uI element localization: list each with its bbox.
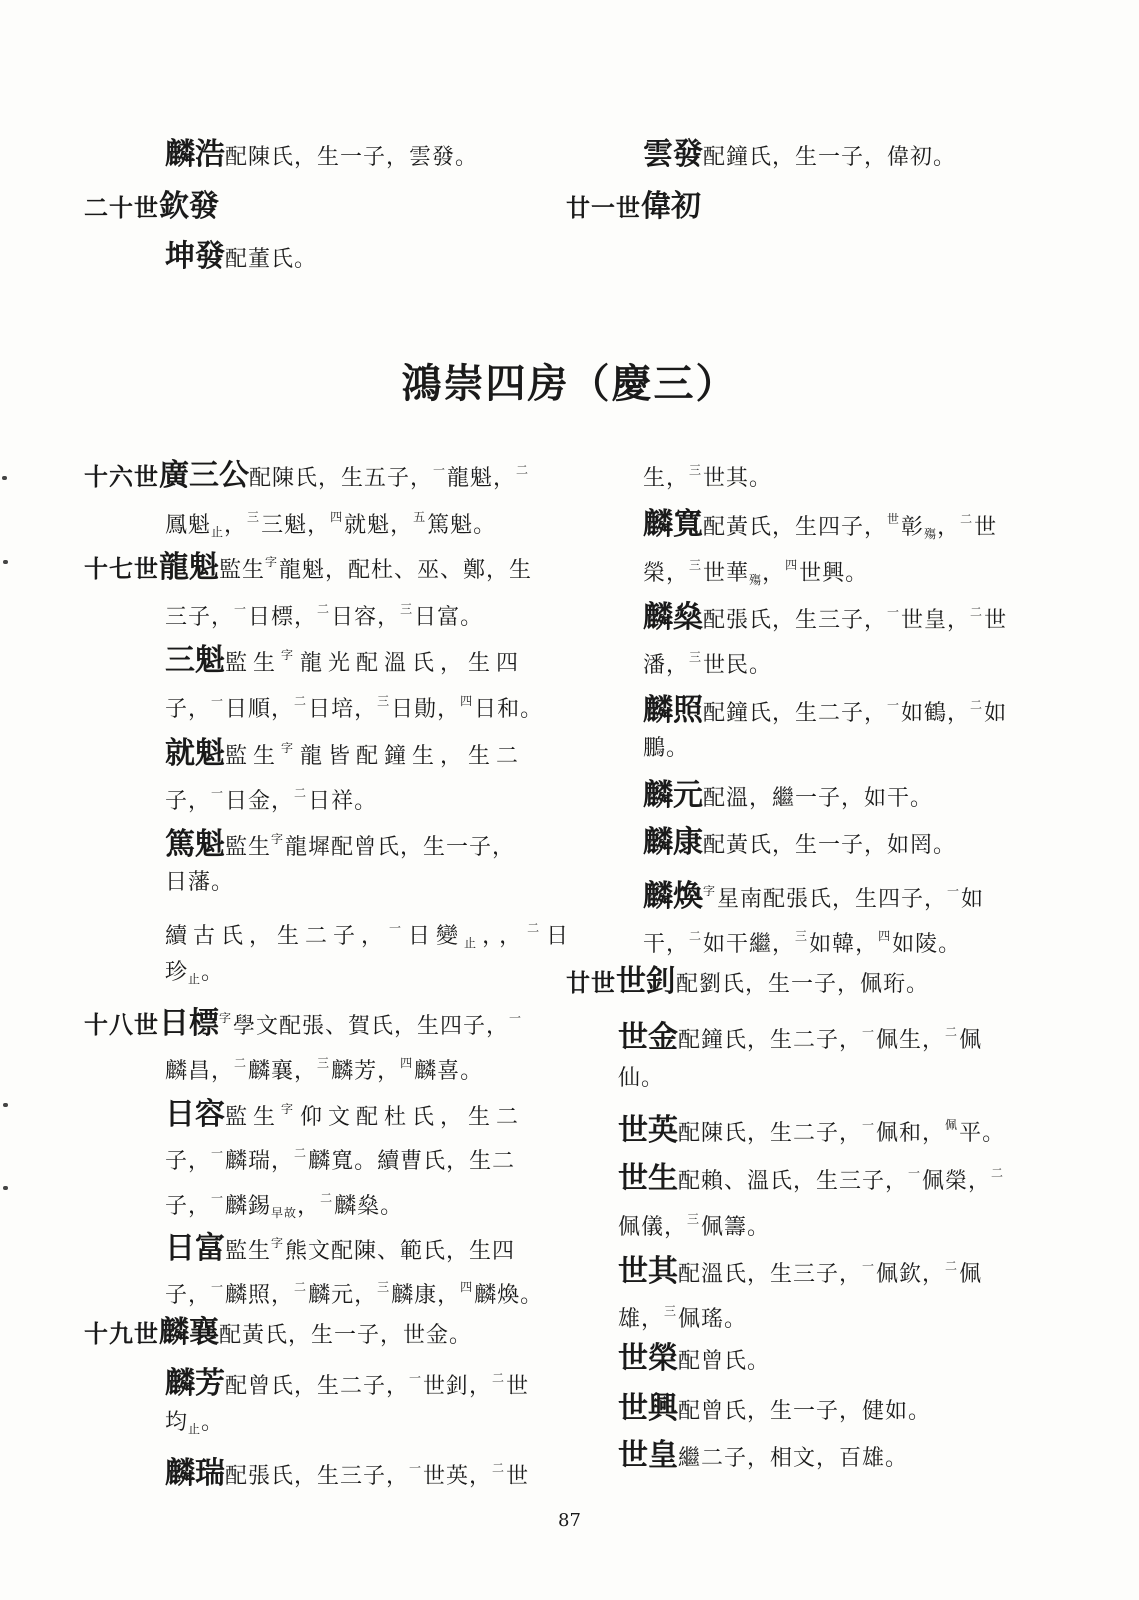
entry-text: 配曾氏，生一子，健如。	[678, 1399, 932, 1424]
entry-line	[165, 594, 483, 633]
entry-text: ，	[224, 513, 248, 538]
status-note: 止	[464, 936, 483, 950]
entry-line	[618, 1158, 1005, 1197]
entry-text: 配董氏。	[225, 247, 318, 272]
entry-text: 佩	[959, 1262, 983, 1287]
order-marker: 字	[281, 648, 300, 662]
entry-line	[84, 455, 530, 494]
entry-text: 佩榮，	[922, 1169, 992, 1194]
page-number: 87	[558, 1510, 581, 1531]
entry-text: ，	[297, 1194, 321, 1219]
order-marker: 五	[413, 510, 427, 524]
scan-speck	[3, 1186, 8, 1190]
entry-line	[165, 1183, 403, 1228]
entry-text: 雄，	[618, 1307, 665, 1332]
order-marker: 二	[991, 1166, 1005, 1180]
entry-line	[165, 1094, 524, 1133]
entry-text: 佩生，	[876, 1028, 946, 1053]
person-name: 雲發	[643, 137, 703, 172]
entry-text: 麟喜。	[414, 1059, 484, 1084]
person-name: 麟煥	[643, 879, 703, 914]
entry-text: 配張氏，生三子，	[703, 608, 888, 633]
entry-text: 配黃氏，生一子，世金。	[219, 1323, 473, 1348]
entry-text: 世其。	[703, 466, 773, 491]
order-marker: 三	[377, 694, 391, 708]
order-marker: 一	[887, 698, 901, 712]
person-name: 麟元	[643, 778, 703, 813]
entry-line	[643, 921, 961, 960]
entry-text: 珍	[165, 960, 189, 985]
order-marker: 一	[409, 1371, 423, 1385]
person-name: 麟康	[643, 825, 703, 860]
entry-text: 龍魁，	[447, 466, 517, 491]
order-marker: 三	[317, 1056, 331, 1070]
entry-text: 日富。	[414, 605, 484, 630]
entry-line	[165, 1408, 224, 1444]
person-name: 偉初	[641, 189, 701, 224]
entry-line	[643, 137, 957, 173]
order-marker: 二	[970, 605, 984, 619]
entry-text: 子，	[165, 1283, 212, 1308]
person-name: 日標	[159, 1006, 219, 1041]
order-marker: 一	[862, 1118, 876, 1132]
person-name: 世興	[618, 1391, 678, 1426]
generation-label: 十七世	[84, 554, 159, 583]
section-title: 鴻崇四房（慶三）	[401, 360, 738, 407]
entry-text: 佩欽，	[876, 1262, 946, 1287]
entry-text: 。	[201, 960, 225, 985]
person-name: 麟照	[643, 693, 703, 728]
status-note: 殤	[749, 573, 763, 587]
entry-text: 如干繼，	[703, 932, 796, 957]
status-note: 止	[211, 525, 225, 539]
order-marker: 一	[862, 1259, 876, 1273]
entry-text: 子，	[165, 697, 212, 722]
entry-text: 星南配張氏，生四子，	[717, 887, 948, 912]
entry-text: 配鐘氏，生二子，	[678, 1028, 863, 1053]
entry-text: 麟錫	[225, 1194, 272, 1219]
entry-text: 麟康，	[391, 1283, 461, 1308]
person-name: 廣三公	[159, 458, 249, 493]
entry-line	[84, 189, 219, 225]
entry-line	[618, 1204, 770, 1243]
entry-text: 世	[974, 515, 998, 540]
entry-text: 榮，	[643, 561, 690, 586]
entry-line	[165, 1272, 543, 1311]
entry-text: 龍魁，配杜、巫、鄭，生	[279, 558, 533, 583]
person-name: 麟芳	[165, 1366, 225, 1401]
order-marker: 三	[687, 1212, 701, 1226]
person-name: 世英	[618, 1113, 678, 1148]
order-marker: 四	[400, 1056, 414, 1070]
order-marker: 一	[211, 786, 225, 800]
entry-text: 世釗，	[423, 1374, 493, 1399]
order-marker: 世	[887, 512, 901, 526]
entry-text: 龍皆配鐘生，生二	[300, 744, 525, 769]
status-note: 殤	[924, 527, 938, 541]
entry-text: 世	[506, 1464, 530, 1489]
entry-line	[165, 824, 515, 863]
person-name: 龍魁	[159, 550, 219, 585]
entry-text: 監生	[225, 1105, 282, 1130]
person-name: 坤發	[165, 239, 225, 274]
entry-text: 麟昌，	[165, 1059, 235, 1084]
order-marker: 二	[516, 463, 530, 477]
entry-text: 監生	[225, 744, 282, 769]
order-marker: 二	[294, 786, 308, 800]
order-marker: 字	[703, 884, 717, 898]
entry-text: 佩瑤。	[678, 1307, 748, 1332]
generation-label: 十八世	[84, 1010, 159, 1039]
entry-line	[84, 1315, 473, 1351]
order-marker: 一	[887, 605, 901, 619]
entry-text: 干，	[643, 932, 690, 957]
entry-text: 監生	[225, 1239, 272, 1264]
entry-text: 配溫氏，生三子，	[678, 1262, 863, 1287]
order-marker: 二	[317, 602, 331, 616]
person-name: 麟寬	[643, 507, 703, 542]
order-marker: 字	[271, 832, 285, 846]
entry-line	[84, 547, 532, 586]
order-marker: 字	[265, 555, 279, 569]
order-marker: 二	[492, 1371, 506, 1385]
entry-text: 監生	[219, 558, 266, 583]
entry-text: 監生	[225, 835, 272, 860]
order-marker: 一	[234, 602, 248, 616]
entry-line	[165, 137, 479, 173]
entry-text: 龍墀配曾氏，生一子，	[285, 835, 516, 860]
entry-line	[643, 876, 984, 915]
entry-text: 麟瑞，	[225, 1149, 295, 1174]
entry-line	[566, 189, 701, 225]
order-marker: 一	[409, 1461, 423, 1475]
entry-line	[643, 597, 1007, 636]
entry-line	[165, 868, 234, 898]
order-marker: 佩	[945, 1118, 959, 1132]
person-name: 日容	[165, 1097, 225, 1132]
entry-text: 佩籌。	[701, 1215, 771, 1240]
entry-line	[566, 964, 930, 1000]
status-note: 止	[188, 1422, 202, 1436]
person-name: 就魁	[165, 736, 225, 771]
entry-line	[643, 455, 772, 494]
person-name: 世皇	[618, 1438, 678, 1473]
entry-text: 世興。	[799, 561, 869, 586]
entry-line	[618, 1438, 909, 1474]
order-marker: 一	[389, 921, 408, 935]
person-name: 麟襄	[159, 1315, 219, 1350]
entry-text: 麟芳，	[331, 1059, 401, 1084]
entry-text: 日	[546, 924, 575, 949]
entry-line	[643, 825, 957, 861]
entry-text: ，	[762, 561, 786, 586]
entry-text: 三子，	[165, 605, 235, 630]
order-marker: 一	[211, 1280, 225, 1294]
entry-text: 鳳魁	[165, 513, 212, 538]
status-note: 早故	[271, 1206, 298, 1220]
person-name: 麟燊	[643, 600, 703, 635]
entry-text: 監生	[225, 651, 282, 676]
entry-text: 日容，	[331, 605, 401, 630]
entry-text: 日順，	[225, 697, 295, 722]
entry-line	[165, 502, 496, 547]
entry-line	[643, 734, 689, 764]
person-name: 三魁	[165, 643, 225, 678]
scan-speck	[3, 560, 8, 564]
order-marker: 三	[247, 510, 261, 524]
order-marker: 二	[970, 698, 984, 712]
order-marker: 字	[281, 1102, 300, 1116]
entry-text: 仙。	[618, 1066, 665, 1091]
entry-text: 麟襄，	[248, 1059, 318, 1084]
order-marker: 四	[785, 558, 799, 572]
entry-text: 配鐘氏，生一子，偉初。	[703, 145, 957, 170]
order-marker: 四	[460, 694, 474, 708]
order-marker: 三	[377, 1280, 391, 1294]
person-name: 篤魁	[165, 827, 225, 862]
entry-text: 配陳氏，生二子，	[678, 1121, 863, 1146]
person-name: 欽發	[159, 189, 219, 224]
generation-label: 十六世	[84, 462, 159, 491]
order-marker: 三	[664, 1304, 678, 1318]
entry-text: 麟元，	[308, 1283, 378, 1308]
order-marker: 二	[234, 1056, 248, 1070]
entry-text: 世	[984, 608, 1008, 633]
order-marker: 二	[294, 1146, 308, 1160]
order-marker: 二	[945, 1025, 959, 1039]
entry-text: 配張氏，生三子，	[225, 1464, 410, 1489]
entry-text: 佩和，	[876, 1121, 946, 1146]
entry-text: 日祥。	[308, 789, 378, 814]
entry-line	[165, 1363, 529, 1402]
entry-line	[165, 1138, 515, 1177]
order-marker: 四	[878, 929, 892, 943]
entry-line	[165, 913, 574, 958]
order-marker: 三	[400, 602, 414, 616]
entry-line	[643, 550, 868, 595]
entry-text: 生，	[643, 466, 690, 491]
entry-text: 佩	[959, 1028, 983, 1053]
person-name: 麟浩	[165, 137, 225, 172]
entry-text: 如	[961, 887, 985, 912]
entry-text: 均	[165, 1410, 189, 1435]
entry-text: 配陳氏，生五子，	[249, 466, 434, 491]
person-name: 世金	[618, 1020, 678, 1055]
order-marker: 字	[271, 1236, 285, 1250]
order-marker: 四	[460, 1280, 474, 1294]
entry-text: 麟寬。續曹氏，生二	[308, 1149, 516, 1174]
entry-text: 世華	[703, 561, 750, 586]
entry-text: 篤魁。	[427, 513, 497, 538]
order-marker: 一	[211, 694, 225, 708]
entry-text: 麟燊。	[334, 1194, 404, 1219]
order-marker: 二	[294, 1280, 308, 1294]
generation-label: 二十世	[84, 193, 159, 222]
entry-text: 子，	[165, 789, 212, 814]
entry-text: 學文配張、賀氏，生四子，	[233, 1014, 510, 1039]
entry-text: 日標，	[248, 605, 318, 630]
order-marker: 三	[795, 929, 809, 943]
entry-text: 鵬。	[643, 736, 690, 761]
order-marker: 三	[689, 558, 703, 572]
entry-text: 世皇，	[901, 608, 971, 633]
person-name: 世生	[618, 1161, 678, 1196]
entry-text: 配劉氏，生一子，佩珩。	[676, 972, 930, 997]
entry-line	[618, 1110, 1005, 1149]
entry-line	[165, 239, 318, 275]
order-marker: 二	[945, 1259, 959, 1273]
entry-line	[84, 1003, 523, 1042]
person-name: 麟瑞	[165, 1456, 225, 1491]
order-marker: 三	[689, 650, 703, 664]
order-marker: 一	[947, 884, 961, 898]
entry-line	[165, 958, 224, 994]
person-name: 世釗	[616, 964, 676, 999]
entry-text: 龍光配溫氏，生四	[300, 651, 525, 676]
entry-text: 如韓，	[809, 932, 879, 957]
entry-text: ，，	[482, 924, 528, 949]
entry-line	[165, 1228, 515, 1267]
person-name: 日富	[165, 1231, 225, 1266]
entry-text: 佩儀，	[618, 1215, 688, 1240]
order-marker: 一	[862, 1025, 876, 1039]
entry-text: 仰文配杜氏，生二	[300, 1105, 525, 1130]
entry-line	[165, 778, 377, 817]
entry-line	[643, 690, 1007, 729]
entry-line	[165, 640, 524, 679]
entry-text: 配黃氏，生四子，	[703, 515, 888, 540]
entry-line	[643, 504, 997, 549]
order-marker: 二	[689, 929, 703, 943]
entry-text: ，	[937, 515, 961, 540]
entry-line	[618, 1391, 932, 1427]
entry-text: 日勛，	[391, 697, 461, 722]
order-marker: 一	[509, 1011, 523, 1025]
entry-text: 三魁，	[261, 513, 331, 538]
entry-text: 潘，	[643, 653, 690, 678]
person-name: 世榮	[618, 1341, 678, 1376]
entry-text: 如鶴，	[901, 701, 971, 726]
entry-text: 熊文配陳、範氏，生四	[285, 1239, 516, 1264]
entry-line	[165, 1048, 483, 1087]
generation-label: 廿一世	[566, 193, 641, 222]
generation-label: 廿世	[566, 968, 616, 997]
order-marker: 二	[960, 512, 974, 526]
order-marker: 一	[433, 463, 447, 477]
entry-text: 配曾氏，生二子，	[225, 1374, 410, 1399]
entry-text: 配黃氏，生一子，如罔。	[703, 833, 957, 858]
entry-text: 如	[984, 701, 1008, 726]
entry-text: 配溫，繼一子，如干。	[703, 786, 934, 811]
entry-text: 世英，	[423, 1464, 493, 1489]
entry-line	[643, 778, 934, 814]
entry-line	[618, 1251, 982, 1290]
person-name: 世其	[618, 1254, 678, 1289]
entry-text: 日和。	[474, 697, 544, 722]
generation-label: 十九世	[84, 1319, 159, 1348]
entry-text: 平。	[959, 1121, 1006, 1146]
entry-text: 繼二子，相文，百雄。	[678, 1446, 909, 1471]
entry-text: 子，	[165, 1149, 212, 1174]
entry-text: 就魁，	[344, 513, 414, 538]
entry-line	[618, 1296, 747, 1335]
status-note: 止	[188, 972, 202, 986]
order-marker: 二	[527, 921, 546, 935]
entry-text: 續古氏，生二子，	[165, 924, 390, 949]
entry-text: 日變	[408, 924, 465, 949]
entry-text: 如陵。	[892, 932, 962, 957]
entry-text: 日藩。	[165, 870, 235, 895]
order-marker: 一	[211, 1146, 225, 1160]
order-marker: 四	[330, 510, 344, 524]
entry-text: 配賴、溫氏，生三子，	[678, 1169, 909, 1194]
entry-text: 配陳氏，生一子，雲發。	[225, 145, 479, 170]
order-marker: 一	[211, 1191, 225, 1205]
entry-text: 世	[506, 1374, 530, 1399]
entry-line	[643, 642, 772, 681]
entry-line	[165, 686, 543, 725]
entry-text: 日金，	[225, 789, 295, 814]
order-marker: 二	[492, 1461, 506, 1475]
entry-line	[618, 1017, 982, 1056]
order-marker: 字	[219, 1011, 233, 1025]
scan-speck	[3, 1103, 8, 1107]
order-marker: 一	[908, 1166, 922, 1180]
order-marker: 二	[294, 694, 308, 708]
scan-speck	[2, 476, 7, 480]
order-marker: 字	[281, 741, 300, 755]
order-marker: 三	[689, 463, 703, 477]
entry-text: 麟照，	[225, 1283, 295, 1308]
entry-line	[165, 733, 524, 772]
entry-line	[618, 1064, 664, 1094]
entry-text: 子，	[165, 1194, 212, 1219]
entry-line	[618, 1341, 771, 1377]
entry-text: 。	[201, 1410, 225, 1435]
entry-text: 麟煥。	[474, 1283, 544, 1308]
entry-text: 彰	[901, 515, 925, 540]
entry-line	[165, 1453, 529, 1492]
order-marker: 二	[320, 1191, 334, 1205]
entry-text: 配曾氏。	[678, 1349, 771, 1374]
entry-text: 日培，	[308, 697, 378, 722]
entry-text: 配鐘氏，生二子，	[703, 701, 888, 726]
entry-text: 世民。	[703, 653, 773, 678]
